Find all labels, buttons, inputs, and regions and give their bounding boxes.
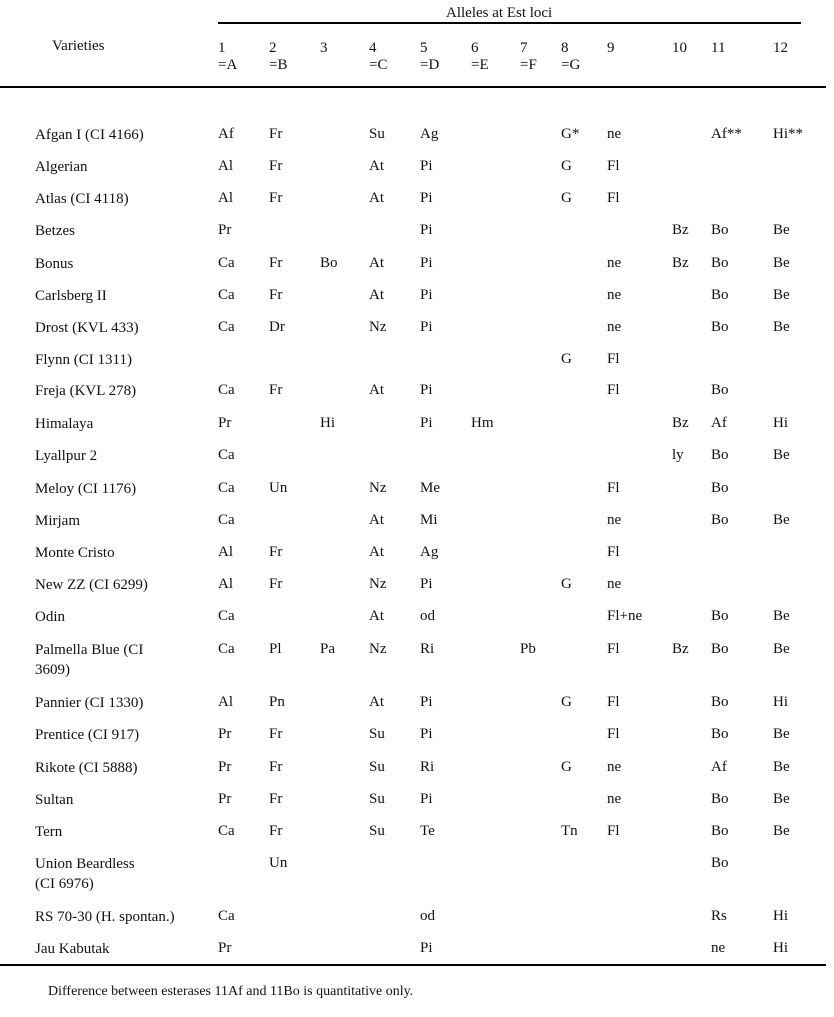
allele-cell: At: [369, 382, 384, 398]
allele-cell: G: [561, 158, 572, 174]
allele-cell: Bz: [672, 641, 689, 657]
variety-name-line: 3609): [35, 662, 70, 678]
allele-cell: Be: [773, 319, 790, 335]
locus-header: [471, 40, 489, 74]
locus-header: [218, 40, 237, 74]
allele-cell: Af: [711, 759, 727, 775]
allele-cell: Hi: [773, 694, 788, 710]
allele-cell: Un: [269, 480, 288, 496]
allele-cell: Bo: [711, 791, 729, 807]
allele-cell: Pi: [420, 694, 433, 710]
variety-name: [35, 939, 110, 959]
allele-cell: od: [420, 908, 435, 924]
allele-cell: Fl: [607, 158, 620, 174]
locus-number: 8: [561, 40, 569, 56]
locus-letter: =G: [561, 57, 581, 73]
allele-cell: Bo: [711, 694, 729, 710]
allele-cell: Fr: [269, 726, 283, 742]
allele-cell: Mi: [420, 512, 438, 528]
allele-cell: G: [561, 351, 572, 367]
allele-cell: Fl: [607, 480, 620, 496]
allele-cell: Pi: [420, 255, 433, 271]
allele-cell: Be: [773, 222, 790, 238]
variety-name-line: Algerian: [35, 159, 88, 175]
allele-cell: Pr: [218, 415, 232, 431]
locus-letter: =F: [520, 57, 537, 73]
allele-cell: Hi: [773, 415, 788, 431]
variety-name-line: Meloy (CI 1176): [35, 481, 137, 497]
variety-name-line: Prentice (CI 917): [35, 727, 140, 743]
allele-cell: Ca: [218, 287, 235, 303]
variety-name: [35, 854, 135, 894]
allele-cell: Bo: [711, 641, 729, 657]
allele-cell: G*: [561, 126, 580, 142]
allele-cell: Al: [218, 544, 233, 560]
varieties-header: Varieties: [52, 38, 105, 54]
allele-cell: At: [369, 190, 384, 206]
allele-cell: Ca: [218, 641, 235, 657]
allele-cell: At: [369, 544, 384, 560]
variety-name: [35, 790, 73, 810]
allele-cell: Fr: [269, 190, 283, 206]
allele-cell: Bo: [711, 512, 729, 528]
allele-cell: ne: [607, 319, 622, 335]
allele-cell: Be: [773, 512, 790, 528]
variety-name: [35, 479, 136, 499]
variety-name: [35, 607, 65, 627]
variety-name: [35, 511, 80, 531]
allele-cell: Ca: [218, 512, 235, 528]
allele-cell: At: [369, 158, 384, 174]
allele-cell: Bo: [711, 319, 729, 335]
allele-cell: Bo: [711, 726, 729, 742]
allele-cell: Ca: [218, 480, 235, 496]
allele-cell: Pi: [420, 319, 433, 335]
allele-cell: Ag: [420, 544, 439, 560]
variety-name-line: Atlas (CI 4118): [35, 191, 129, 207]
allele-cell: G: [561, 694, 572, 710]
allele-cell: Su: [369, 126, 385, 142]
variety-name: [35, 640, 143, 680]
allele-cell: Fl+ne: [607, 608, 643, 624]
allele-cell: Fl: [607, 544, 620, 560]
allele-cell: Ca: [218, 608, 235, 624]
allele-cell: Fl: [607, 726, 620, 742]
variety-name: [35, 318, 139, 338]
allele-cell: Pi: [420, 576, 433, 592]
allele-cell: Pi: [420, 415, 433, 431]
allele-cell: ne: [607, 759, 622, 775]
variety-name: [35, 446, 97, 466]
allele-cell: Ca: [218, 823, 235, 839]
allele-cell: Bo: [711, 823, 729, 839]
variety-name: [35, 221, 75, 241]
variety-name-line: RS 70-30 (H. spontan.): [35, 909, 175, 925]
allele-cell: Fr: [269, 126, 283, 142]
locus-number: 7: [520, 40, 528, 56]
allele-cell: Hm: [471, 415, 494, 431]
allele-cell: Pi: [420, 726, 433, 742]
variety-name-line: Sultan: [35, 792, 74, 808]
allele-cell: Hi: [320, 415, 335, 431]
allele-cell: Be: [773, 823, 790, 839]
allele-cell: Be: [773, 641, 790, 657]
header-bottom-rule: [0, 86, 826, 88]
variety-name-line: Union Beardless: [35, 856, 135, 872]
allele-cell: Al: [218, 158, 233, 174]
variety-name-line: Lyallpur 2: [35, 448, 98, 464]
allele-cell: Be: [773, 726, 790, 742]
variety-name: [35, 758, 138, 778]
allele-cell: Fl: [607, 382, 620, 398]
variety-name-line: Odin: [35, 609, 65, 625]
locus-letter: =D: [420, 57, 440, 73]
allele-cell: Tn: [561, 823, 578, 839]
allele-cell: Dr: [269, 319, 285, 335]
allele-cell: Pi: [420, 190, 433, 206]
allele-cell: Bo: [711, 287, 729, 303]
allele-cell: Af: [218, 126, 234, 142]
allele-cell: Pr: [218, 791, 232, 807]
locus-header: [420, 40, 439, 74]
allele-cell: Ca: [218, 255, 235, 271]
table-bottom-rule: [0, 964, 826, 966]
locus-letter: =A: [218, 57, 238, 73]
locus-number: 2: [269, 40, 277, 56]
allele-cell: Bo: [320, 255, 338, 271]
allele-cell: Pr: [218, 726, 232, 742]
allele-cell: od: [420, 608, 435, 624]
allele-cell: ne: [607, 126, 622, 142]
variety-name: [35, 350, 132, 370]
allele-cell: Be: [773, 255, 790, 271]
variety-name: [35, 157, 87, 177]
allele-cell: Su: [369, 823, 385, 839]
allele-cell: Me: [420, 480, 440, 496]
allele-cell: ly: [672, 447, 684, 463]
allele-cell: ne: [607, 791, 622, 807]
allele-cell: Ca: [218, 447, 235, 463]
footnote: Difference between esterases 11Af and 11Bo is quantitative only.: [48, 984, 414, 999]
variety-name: [35, 907, 175, 927]
allele-cell: Fr: [269, 576, 283, 592]
allele-cell: ne: [607, 512, 622, 528]
variety-name: [35, 822, 62, 842]
allele-cell: Te: [420, 823, 435, 839]
allele-cell: Al: [218, 694, 233, 710]
variety-name-line: Bonus: [35, 256, 74, 272]
allele-cell: Su: [369, 791, 385, 807]
allele-cell: Fr: [269, 382, 283, 398]
allele-cell: Be: [773, 447, 790, 463]
allele-cell: Fr: [269, 759, 283, 775]
allele-cell: Pl: [269, 641, 282, 657]
allele-cell: Fl: [607, 351, 620, 367]
allele-cell: At: [369, 287, 384, 303]
locus-number: 1: [218, 40, 226, 56]
allele-cell: Ri: [420, 641, 435, 657]
allele-cell: Be: [773, 608, 790, 624]
variety-name-line: Carlsberg II: [35, 288, 107, 304]
variety-name-line: Pannier (CI 1330): [35, 695, 144, 711]
locus-header: [369, 40, 387, 74]
allele-cell: At: [369, 512, 384, 528]
allele-cell: Fr: [269, 823, 283, 839]
allele-cell: G: [561, 190, 572, 206]
allele-cell: Pr: [218, 940, 232, 956]
allele-cell: At: [369, 608, 384, 624]
variety-name: [35, 125, 144, 145]
spanner-label: Alleles at Est loci: [446, 5, 553, 21]
allele-cell: Pn: [269, 694, 285, 710]
allele-cell: Fr: [269, 255, 283, 271]
locus-number: 11: [711, 40, 726, 56]
allele-cell: Bo: [711, 480, 729, 496]
allele-cell: Bz: [672, 415, 689, 431]
allele-cell: Nz: [369, 319, 387, 335]
allele-cell: Fl: [607, 641, 620, 657]
locus-header: [320, 40, 328, 57]
allele-cell: Be: [773, 287, 790, 303]
allele-cell: Fr: [269, 287, 283, 303]
allele-cell: Un: [269, 855, 288, 871]
allele-cell: Fr: [269, 158, 283, 174]
locus-number: 12: [773, 40, 788, 56]
allele-cell: Hi: [773, 908, 788, 924]
variety-name-line: Freja (KVL 278): [35, 383, 137, 399]
allele-cell: Pi: [420, 222, 433, 238]
allele-cell: Fr: [269, 791, 283, 807]
variety-name-line: Mirjam: [35, 513, 80, 529]
variety-name: [35, 381, 136, 401]
locus-header: [711, 40, 725, 57]
allele-cell: Al: [218, 190, 233, 206]
allele-cell: Pi: [420, 382, 433, 398]
variety-name-line: Tern: [35, 824, 63, 840]
variety-name: [35, 543, 115, 563]
allele-cell: Pa: [320, 641, 335, 657]
variety-name-line: Monte Cristo: [35, 545, 115, 561]
allele-cell: Fl: [607, 694, 620, 710]
locus-number: 4: [369, 40, 377, 56]
variety-name: [35, 286, 107, 306]
allele-cell: ne: [607, 287, 622, 303]
variety-name: [35, 575, 148, 595]
allele-cell: At: [369, 255, 384, 271]
allele-cell: Su: [369, 759, 385, 775]
allele-cell: ne: [607, 576, 622, 592]
locus-number: 5: [420, 40, 428, 56]
locus-letter: =C: [369, 57, 388, 73]
allele-cell: ne: [607, 255, 622, 271]
allele-cell: Pb: [520, 641, 536, 657]
allele-cell: Be: [773, 791, 790, 807]
allele-cell: At: [369, 694, 384, 710]
variety-name-line: (CI 6976): [35, 876, 94, 892]
locus-header: [773, 40, 788, 57]
locus-letter: =B: [269, 57, 288, 73]
allele-cell: Bo: [711, 608, 729, 624]
allele-cell: Fl: [607, 190, 620, 206]
allele-cell: Bo: [711, 447, 729, 463]
locus-header: [520, 40, 537, 74]
variety-name-line: Jau Kabutak: [35, 941, 110, 957]
allele-cell: Pr: [218, 759, 232, 775]
variety-name: [35, 254, 73, 274]
locus-header: [607, 40, 615, 57]
allele-cell: Fl: [607, 823, 620, 839]
allele-cell: Nz: [369, 576, 387, 592]
allele-cell: Nz: [369, 480, 387, 496]
allele-cell: Bo: [711, 222, 729, 238]
allele-cell: Be: [773, 759, 790, 775]
allele-cell: Pi: [420, 940, 433, 956]
allele-cell: Nz: [369, 641, 387, 657]
locus-header: [561, 40, 580, 74]
allele-cell: Rs: [711, 908, 727, 924]
locus-header: [269, 40, 287, 74]
variety-name-line: Himalaya: [35, 416, 94, 432]
allele-cell: Af: [711, 415, 727, 431]
locus-number: 10: [672, 40, 687, 56]
allele-cell: Ri: [420, 759, 435, 775]
allele-cell: Ca: [218, 382, 235, 398]
allele-cell: Pi: [420, 791, 433, 807]
variety-name-line: Flynn (CI 1311): [35, 352, 132, 368]
allele-cell: Bo: [711, 255, 729, 271]
allele-cell: Pi: [420, 287, 433, 303]
variety-name-line: Palmella Blue (CI: [35, 642, 144, 658]
allele-cell: Fr: [269, 544, 283, 560]
locus-number: 9: [607, 40, 615, 56]
variety-name-line: New ZZ (CI 6299): [35, 577, 148, 593]
allele-cell: Pi: [420, 158, 433, 174]
allele-cell: Bz: [672, 222, 689, 238]
allele-cell: Ca: [218, 319, 235, 335]
variety-name: [35, 414, 93, 434]
locus-letter: =E: [471, 57, 489, 73]
allele-cell: Ca: [218, 908, 235, 924]
allele-cell: Bo: [711, 382, 729, 398]
locus-number: 6: [471, 40, 479, 56]
variety-name: [35, 189, 129, 209]
variety-name: [35, 693, 143, 713]
variety-name-line: Rikote (CI 5888): [35, 760, 138, 776]
variety-name-line: Betzes: [35, 223, 75, 239]
variety-name-line: Drost (KVL 433): [35, 320, 139, 336]
variety-name-line: Afgan I (CI 4166): [35, 127, 144, 143]
allele-cell: Hi**: [773, 126, 803, 142]
allele-cell: G: [561, 759, 572, 775]
allele-cell: ne: [711, 940, 726, 956]
variety-name: [35, 725, 139, 745]
locus-number: 3: [320, 40, 328, 56]
allele-cell: Su: [369, 726, 385, 742]
spanner-rule: [218, 22, 801, 24]
allele-cell: Af**: [711, 126, 742, 142]
locus-header: [672, 40, 687, 57]
allele-cell: Bz: [672, 255, 689, 271]
allele-cell: Ag: [420, 126, 439, 142]
allele-cell: Al: [218, 576, 233, 592]
allele-cell: Pr: [218, 222, 232, 238]
allele-cell: Hi: [773, 940, 788, 956]
allele-cell: G: [561, 576, 572, 592]
allele-cell: Bo: [711, 855, 729, 871]
